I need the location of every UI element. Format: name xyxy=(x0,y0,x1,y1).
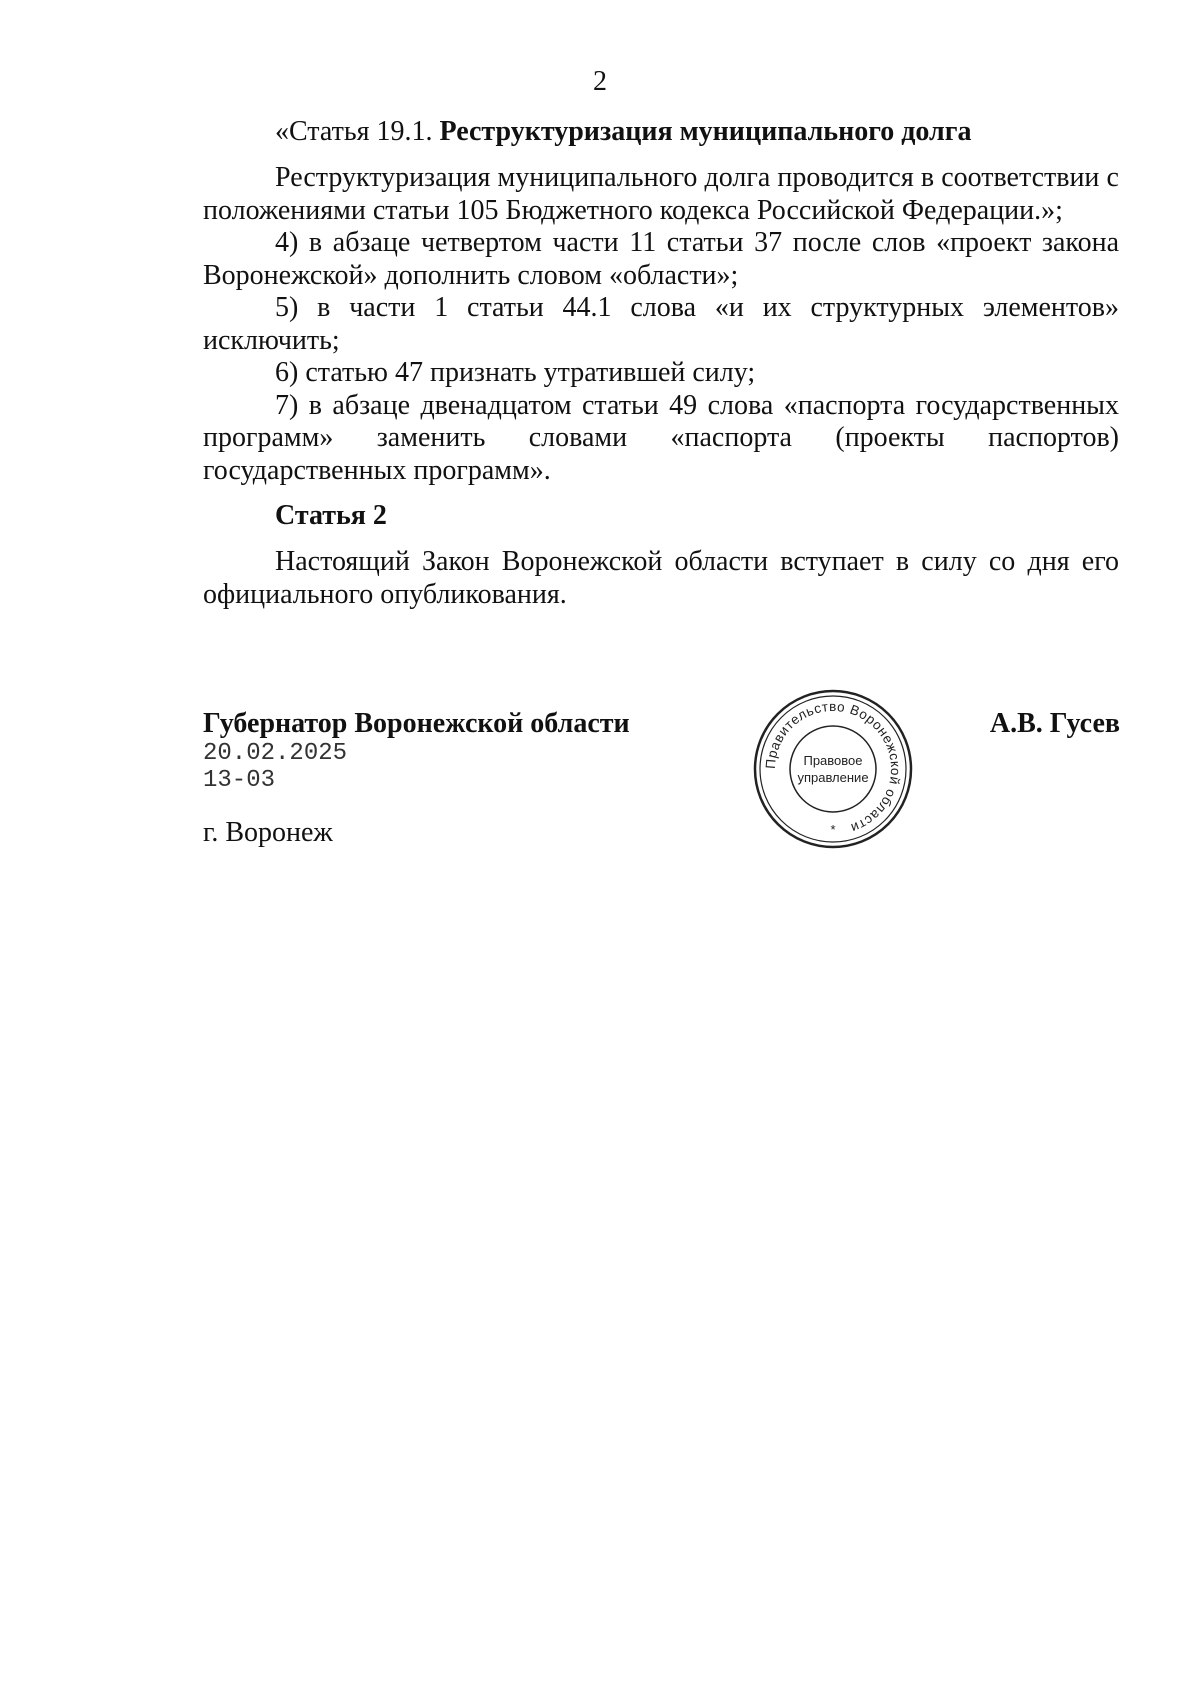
paragraph-item-5: 5) в части 1 статьи 44.1 слова «и их структурных элементов» исключить; xyxy=(203,292,1119,356)
page-number: 2 xyxy=(593,66,607,97)
article-2-body xyxy=(203,546,1119,611)
seal-center-line2: управление xyxy=(797,770,869,785)
seal-center-line1: Правовое xyxy=(803,753,863,768)
signature-block xyxy=(203,708,630,794)
article-2-text: Настоящий Закон Воронежской области вступает в силу со дня его официального опубликования. xyxy=(203,546,1119,610)
article-1-body xyxy=(203,162,1119,487)
paragraph-restructuring: Реструктуризация муниципального долга проводится в соответствии с положениями статьи 105 Бюджетного кодекса Российской Федерации.»; xyxy=(203,162,1119,226)
article-19-1-heading xyxy=(275,116,971,148)
signature-date: 20.02.2025 xyxy=(203,740,348,767)
signer-name: А.В. Гусев xyxy=(989,708,1120,739)
official-seal xyxy=(752,688,914,850)
signer-position: Губернатор Воронежской области xyxy=(203,708,630,739)
paragraph-item-4: 4) в абзаце четвертом части 11 статьи 37 после слов «проект закона Воронежской» дополнить словом «области»; xyxy=(203,227,1119,291)
seal-ring-text: Правительство Воронежской области xyxy=(762,698,904,836)
signature-number: 13-03 xyxy=(203,767,276,794)
article-2-heading: Статья 2 xyxy=(275,500,387,531)
paragraph-item-6: 6) статью 47 признать утратившей силу; xyxy=(275,357,756,388)
city: г. Воронеж xyxy=(203,817,333,848)
seal-star: * xyxy=(830,822,836,837)
seal-stamp-icon xyxy=(752,688,914,850)
article-19-1-prefix: «Статья 19.1. xyxy=(275,116,440,147)
article-19-1-title: Реструктуризация муниципального долга xyxy=(439,116,972,147)
paragraph-item-7: 7) в абзаце двенадцатом статьи 49 слова «паспорта государственных программ» заменить словами «паспорта (проекты паспортов) государственных программ». xyxy=(203,389,1119,486)
